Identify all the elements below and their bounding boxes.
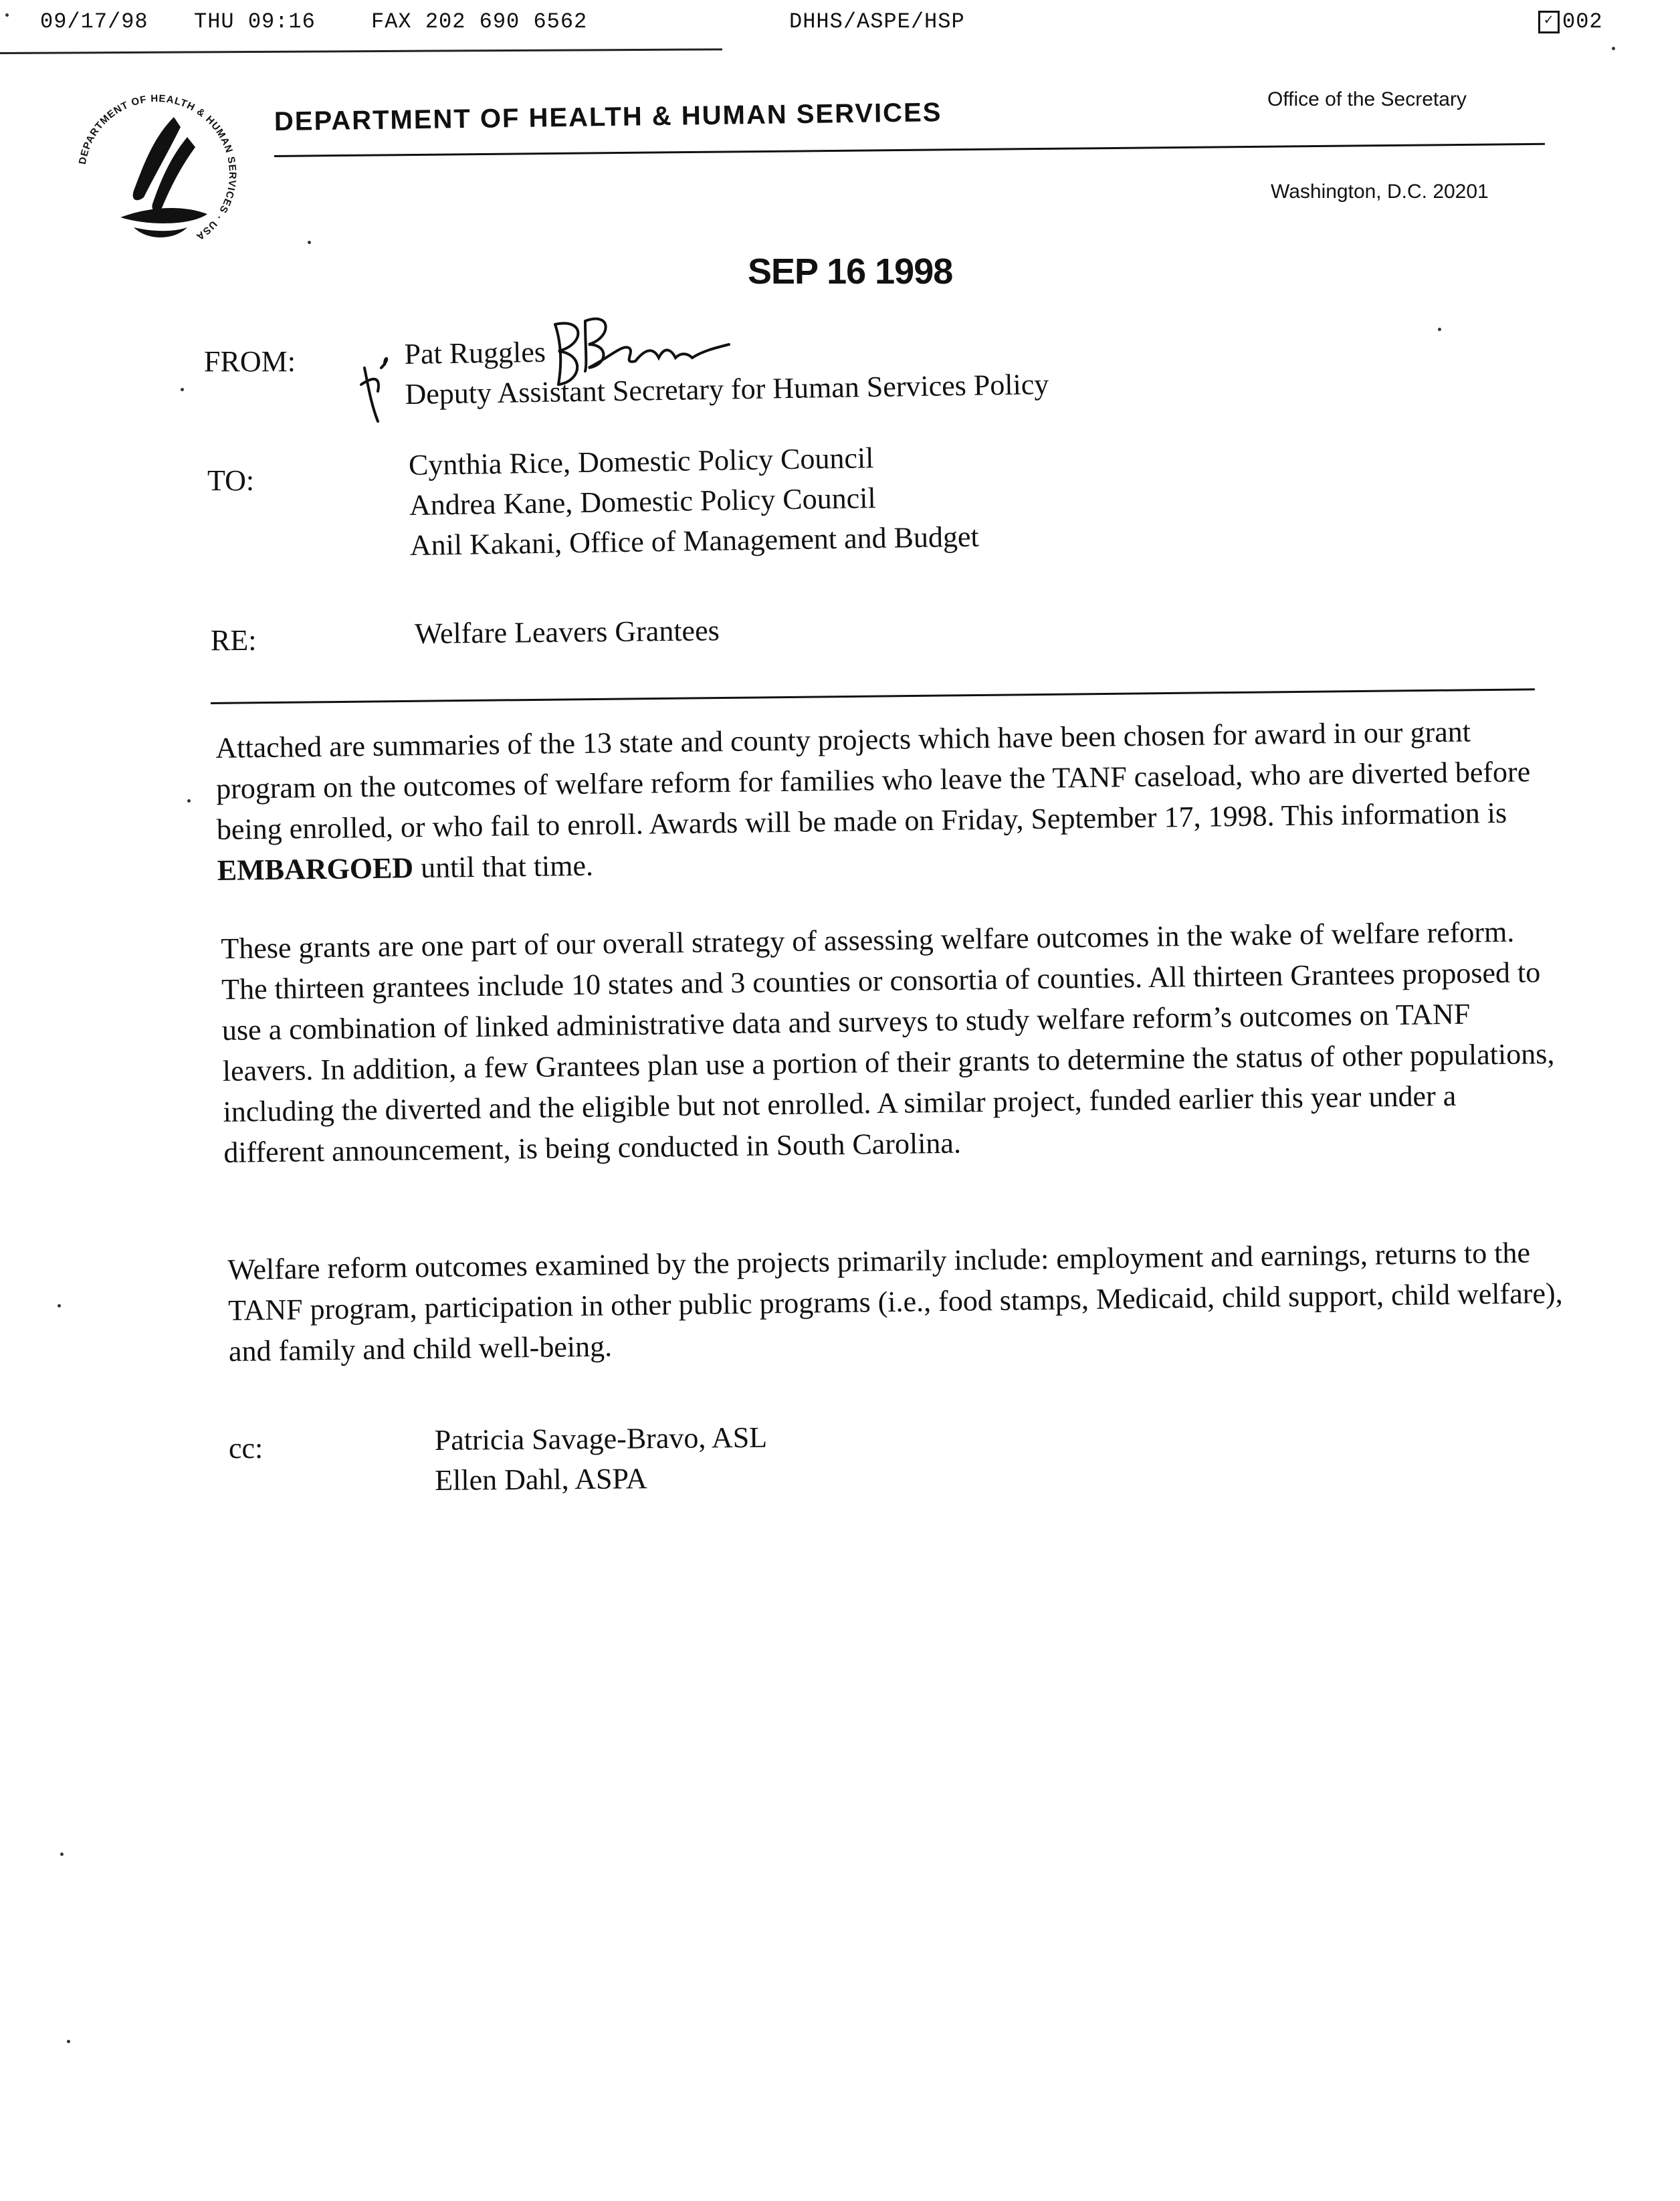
scan-speck	[60, 1853, 64, 1856]
scan-speck	[308, 241, 311, 244]
scan-speck	[1612, 47, 1615, 50]
date-stamp: SEP 16 1998	[748, 251, 953, 292]
from-title: Deputy Assistant Secretary for Human Services Policy	[405, 367, 1049, 411]
fax-header	[40, 9, 1672, 49]
scan-speck	[58, 1304, 61, 1307]
letterhead-rule	[274, 143, 1545, 157]
re-subject: Welfare Leavers Grantees	[414, 614, 720, 650]
fax-page-icon: ✓	[1538, 11, 1560, 33]
cc-label: cc:	[229, 1432, 264, 1465]
body-paragraph: These grants are one part of our overall strategy of assessing welfare outcomes in the wake of welfare reform. The thirteen grantees include 10 states and 3 counties or consortia of counties. All thirteen Grantees proposed to use a combination of linked administrative data and surveys to study welfare reform’s outcomes on TANF leavers. In addition, a few Grantees plan use a portion of their grants to determine the status of other populations, including the diverted and the eligible but not enrolled. A similar project, funded earlier this year under a different announcement, is being conducted in South Carolina.	[221, 915, 1555, 1169]
svg-text:DEPARTMENT OF HEALTH & HUMAN S: DEPARTMENT OF HEALTH & HUMAN SERVICES · USA	[76, 92, 239, 243]
fax-number: FAX 202 690 6562	[371, 9, 588, 34]
to-recipient: Anil Kakani, Office of Management and Budget	[409, 520, 980, 562]
to-recipient: Andrea Kane, Domestic Policy Council	[409, 482, 877, 522]
from-name: Pat Ruggles	[404, 335, 546, 371]
cc-recipients	[434, 1418, 767, 1501]
office-name: Office of the Secretary	[1267, 88, 1467, 110]
department-name: DEPARTMENT OF HEALTH & HUMAN SERVICES	[274, 98, 942, 136]
to-recipients	[409, 437, 980, 566]
scan-speck	[187, 799, 191, 803]
fax-day-time: THU 09:16	[194, 9, 316, 34]
from-label: FROM:	[204, 345, 296, 378]
body-paragraph: Attached are summaries of the 13 state and county projects which have been chosen for award in our grant program on the outcomes of welfare reform for families who leave the TANF caseload, who are diverted before being enrolled, or who fail to enroll. Awards will be made on Friday, September 17, 1998. This information is EMBARGOED until that time.	[215, 715, 1531, 887]
fax-page-number: ✓ 002	[1538, 9, 1562, 34]
hhs-seal-logo	[74, 90, 241, 257]
scan-speck	[5, 13, 9, 17]
fax-sender: DHHS/ASPE/HSP	[789, 9, 965, 34]
to-label: TO:	[207, 464, 255, 497]
re-label: RE:	[211, 624, 257, 657]
cc-recipient: Ellen Dahl, ASPA	[435, 1462, 647, 1497]
from-value	[404, 324, 1049, 415]
memo-header-rule	[211, 688, 1535, 704]
scan-speck	[181, 388, 184, 391]
embargo-emphasis: EMBARGOED	[217, 851, 414, 887]
body-paragraph: Welfare reform outcomes examined by the projects primarily include: employment and earnings, returns to the TANF program, participation in other public programs (i.e., food stamps, Medicaid, child support, child welfare), and family and child well-being.	[227, 1236, 1563, 1368]
city-address: Washington, D.C. 20201	[1271, 181, 1489, 203]
scan-speck	[67, 2040, 70, 2043]
cc-recipient: Patricia Savage-Bravo, ASL	[434, 1421, 768, 1457]
scan-speck	[1438, 328, 1441, 331]
fax-date: 09/17/98	[40, 9, 148, 34]
to-recipient: Cynthia Rice, Domestic Policy Council	[408, 441, 874, 482]
